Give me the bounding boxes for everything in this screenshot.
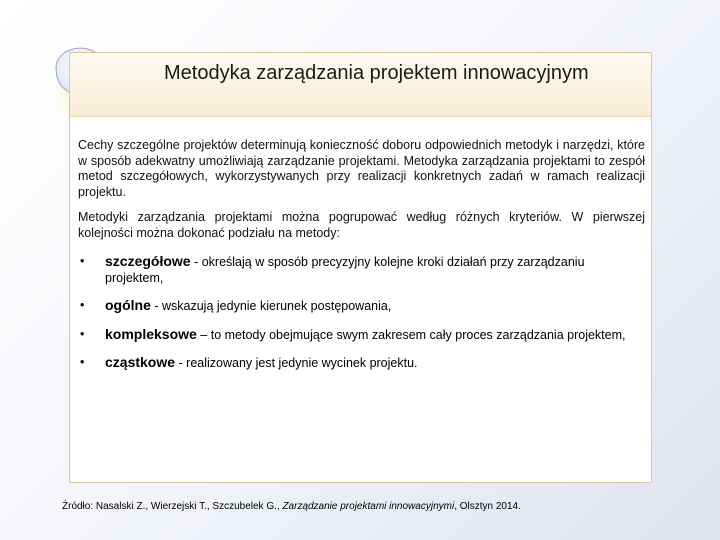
- list-item: [78, 254, 645, 286]
- list-item: [78, 327, 645, 344]
- method-description: - określają w sposób precyzyjny kolejne kroki działań przy zarządzaniu projektem,: [105, 255, 585, 285]
- method-term: cząstkowe: [105, 354, 176, 370]
- source-prefix: Źródło: Nasalski Z., Wierzejski T., Szczubelek G.,: [62, 501, 283, 512]
- method-description: - realizowany jest jedynie wycinek projektu.: [175, 356, 418, 370]
- method-term: kompleksowe: [105, 325, 197, 342]
- criteria-paragraph: Metodyki zarządzania projektami można pogrupować według różnych kryteriów. W pierwszej kolejności można dokonać podziału na metody:: [78, 210, 645, 240]
- list-item: [78, 355, 645, 372]
- source-suffix: , Olsztyn 2014.: [454, 501, 521, 512]
- title-band: [70, 53, 651, 117]
- bullet-icon: •: [80, 298, 85, 312]
- method-term: ogólne: [105, 297, 151, 313]
- slide-frame: [69, 52, 652, 483]
- methods-list: [78, 254, 645, 372]
- source-title: Zarządzanie projektami innowacyjnymi: [282, 501, 455, 512]
- method-description: – to metody obejmujące swym zakresem cały proces zarządzania projektem,: [196, 327, 626, 342]
- list-item: [78, 298, 645, 315]
- method-term: szczegółowe: [105, 253, 191, 269]
- bullet-icon: •: [80, 355, 85, 369]
- method-description: - wskazują jedynie kierunek postępowania,: [150, 299, 392, 313]
- bullet-icon: •: [80, 326, 85, 341]
- bullet-icon: •: [80, 254, 85, 268]
- page-title: Metodyka zarządzania projektem innowacyjnym: [164, 62, 589, 84]
- slide-content: [78, 138, 645, 384]
- intro-paragraph: Cechy szczególne projektów determinują konieczność doboru odpowiednich metodyk i narzędzi, które w sposób adekwatny umożliwiają zarządzanie projektami. Metodyka zarządzania projektami to zespół metod szczegółowych, wykorzystywanych przy realizacji konkretnych zadań w ramach realizacji projektu.: [78, 138, 645, 199]
- source-citation: [62, 500, 662, 513]
